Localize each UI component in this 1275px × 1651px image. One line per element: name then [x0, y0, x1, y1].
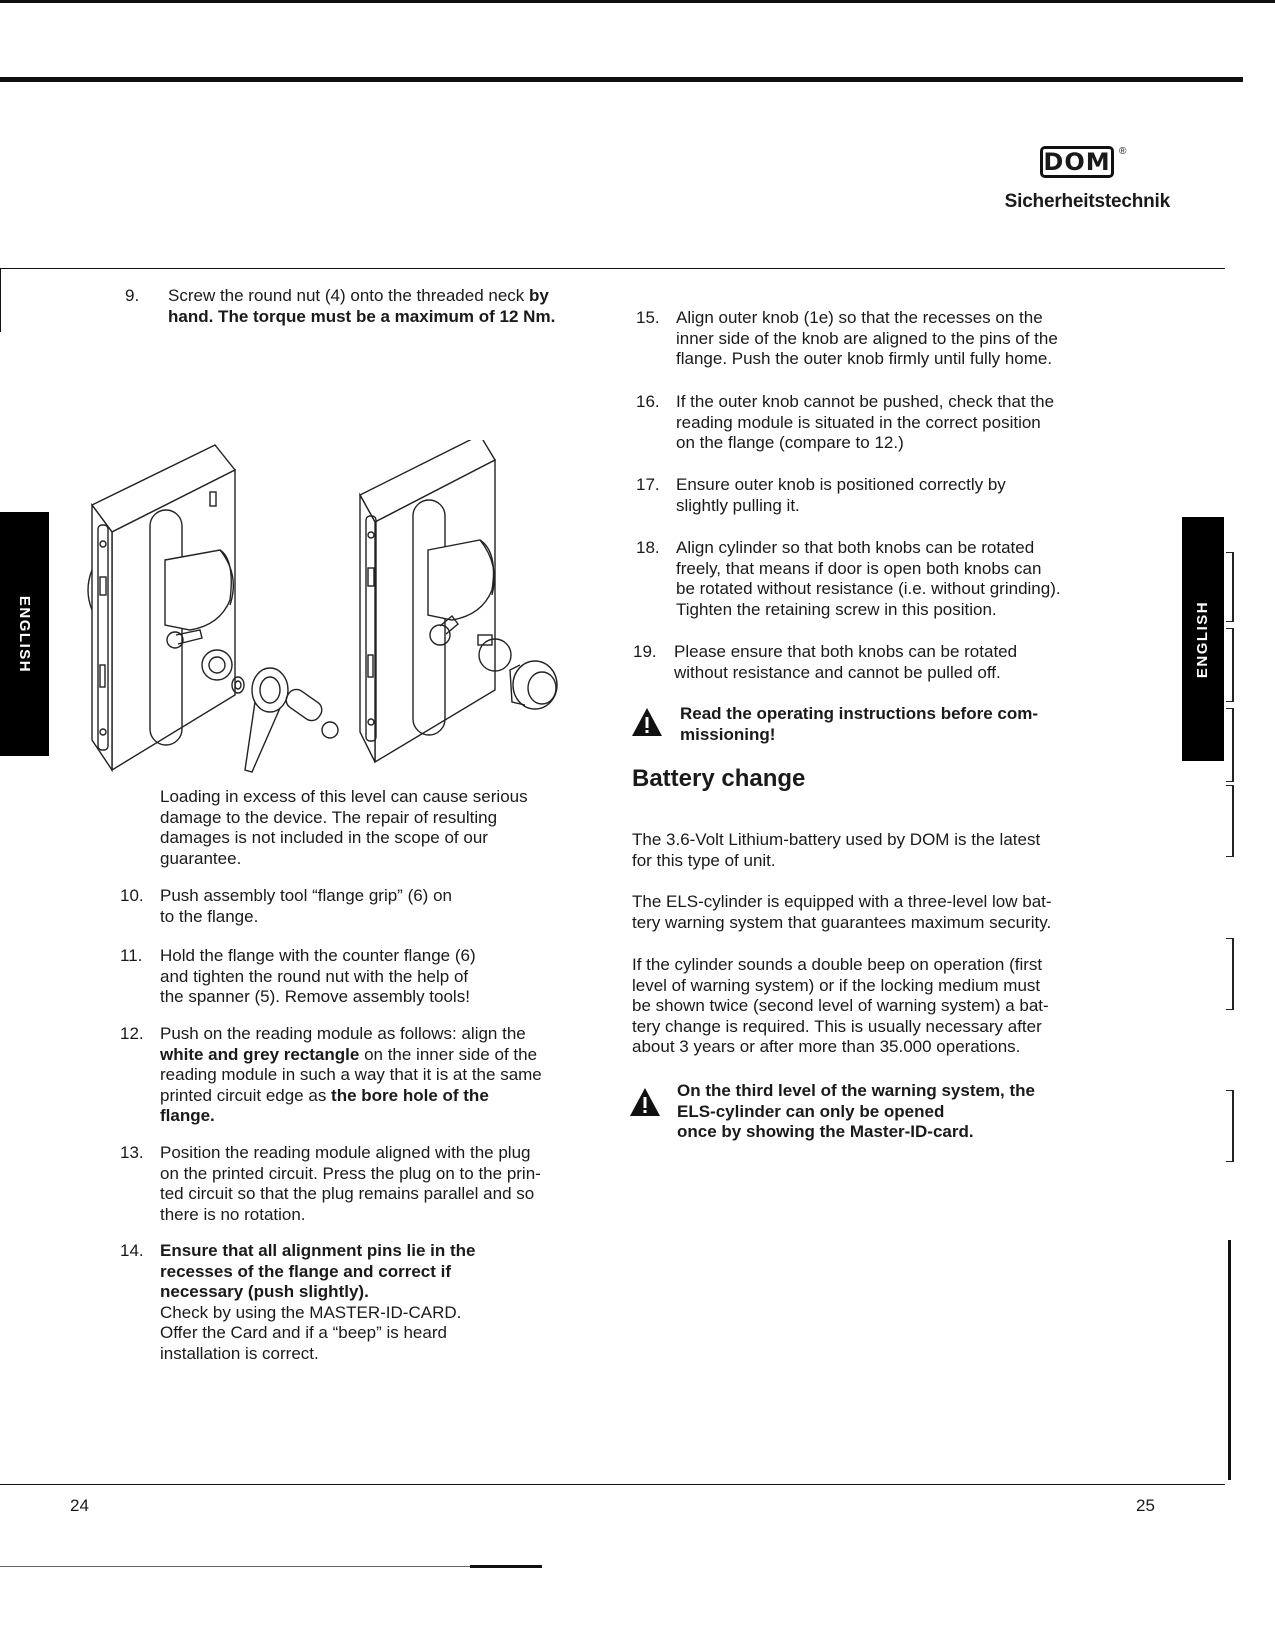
battery-paragraph-2 [632, 892, 1112, 933]
text-line: reading module in such a way that it is at the same [160, 1065, 542, 1084]
step-9-bold: by hand. The torque must be a maximum of 12 Nm. [168, 286, 556, 326]
step-number: 14. [120, 1241, 144, 1260]
warning-operating-instructions [680, 704, 1120, 745]
warning-icon [628, 1086, 662, 1118]
text-line: freely, that means if door is open both knobs can [676, 558, 1042, 578]
step-number: 17. [636, 475, 660, 494]
text-line: on the printed circuit. Press the plug on to the prin- [160, 1163, 541, 1183]
bold-text: necessary (push slightly). [160, 1282, 369, 1301]
text-line: Align outer knob (1e) so that the recesses on the [676, 308, 1043, 327]
step-number: 12. [120, 1024, 144, 1043]
text-line: Position the reading module aligned with the plug [160, 1143, 531, 1162]
text-line [160, 1086, 600, 1107]
step-text [676, 475, 1116, 516]
step-number: 19. [633, 642, 657, 661]
registered-mark: ® [1119, 146, 1127, 157]
text-line: Push on the reading module as follows: align the [160, 1024, 526, 1043]
edge-mark [1226, 785, 1234, 857]
text-line: damage to the device. The repair of resulting [160, 807, 498, 827]
bold-text: Ensure that all alignment pins lie in the [160, 1241, 476, 1260]
step-text [160, 1143, 600, 1225]
text-line: Please ensure that both knobs can be rotated [674, 642, 1018, 661]
text-line: level of warning system) or if the locking medium must [632, 975, 1041, 995]
text-line: guarantee. [160, 848, 242, 868]
text-line: If the cylinder sounds a double beep on operation (first [632, 955, 1043, 974]
bold-text: white and grey rectangle [160, 1044, 360, 1064]
text-line: tery change is required. This is usually necessary after [632, 1016, 1042, 1036]
step-number: 18. [636, 538, 660, 557]
side-tab-right-label: ENGLISH [1194, 600, 1212, 678]
text-line: ELS-cylinder can only be opened [677, 1101, 945, 1121]
dom-logo [1040, 146, 1114, 178]
text-line: be shown twice (second level of warning system) a bat- [632, 996, 1049, 1015]
door-block-left [88, 445, 338, 772]
step-text [676, 538, 1126, 620]
step-text [160, 946, 590, 1008]
text-line: for this type of unit. [632, 850, 776, 870]
text-line: once by showing the Master-ID-card. [677, 1122, 974, 1141]
text-line: Align cylinder so that both knobs can be rotated [676, 538, 1035, 557]
text-line [160, 1045, 600, 1066]
warning-icon [630, 706, 664, 738]
text-line: reading module is situated in the correct position [676, 412, 1041, 432]
battery-paragraph-3 [632, 955, 1112, 1058]
step-text [674, 642, 1114, 683]
text-line: Check by using the MASTER-ID-CARD. [160, 1302, 462, 1322]
side-tab-left [0, 512, 49, 756]
brand-name: Sicherheitstechnik [1004, 191, 1170, 212]
text-line: about 3 years or after more than 35.000 operations. [632, 1037, 1021, 1056]
top-edge-rule [0, 0, 1275, 3]
step-number: 15. [636, 308, 660, 327]
text-line: On the third level of the warning system, the [677, 1081, 1036, 1100]
bottom-scan-mark [470, 1565, 542, 1568]
step-text [676, 308, 1116, 370]
text-line: there is no rotation. [160, 1204, 306, 1224]
text-line: The ELS-cylinder is equipped with a three-level low bat- [632, 892, 1052, 911]
step-text [160, 886, 590, 927]
text-line: tery warning system that guarantees maximum security. [632, 912, 1052, 932]
step-text [168, 286, 598, 327]
text-line: on the flange (compare to 12.) [676, 433, 904, 452]
text-line: installation is correct. [160, 1343, 319, 1363]
text-line: If the outer knob cannot be pushed, check that the [676, 392, 1055, 411]
door-block-right [360, 440, 557, 762]
text-line: Hold the flange with the counter flange (6) [160, 946, 476, 965]
assembly-illustration [80, 440, 600, 800]
text-line: and tighten the round nut with the help of [160, 966, 469, 986]
text-line: flange. Push the outer knob firmly until fully home. [676, 349, 1053, 368]
page-number-right: 25 [1136, 1496, 1155, 1515]
battery-change-heading: Battery change [632, 765, 806, 792]
footer-rule [0, 1484, 1225, 1485]
step-text [160, 1024, 600, 1127]
text-line: to the flange. [160, 906, 259, 926]
text-line: damages is not included in the scope of our [160, 828, 488, 847]
step-9-text: Screw the round nut (4) onto the threaded neck [168, 286, 530, 305]
battery-paragraph-1 [632, 830, 1112, 871]
edge-mark [1226, 1090, 1234, 1162]
step-number: 11. [120, 946, 143, 965]
logo-text: DOM [1043, 148, 1111, 176]
text-line: Read the operating instructions before com- [680, 704, 1038, 723]
text-line: The 3.6-Volt Lithium-battery used by DOM is the latest [632, 830, 1041, 849]
bold-text: recesses of the flange and correct if [160, 1261, 451, 1281]
text-line: the spanner (5). Remove assembly tools! [160, 987, 470, 1006]
text-line: missioning! [680, 724, 776, 744]
bottom-scan-rule [0, 1566, 540, 1567]
text-line: without resistance and cannot be pulled off. [674, 662, 1001, 682]
step-number: 13. [120, 1143, 144, 1162]
page-number-left: 24 [70, 1496, 89, 1515]
step-number: 9. [125, 286, 140, 305]
text-line: ted circuit so that the plug remains parallel and so [160, 1184, 535, 1203]
edge-mark [1226, 708, 1234, 782]
left-margin-line [0, 268, 1, 332]
step-number: 10. [120, 886, 144, 905]
text-line: Tighten the retaining screw in this position. [676, 599, 997, 619]
warning-third-level [677, 1081, 1117, 1143]
edge-mark [1226, 938, 1234, 1010]
step-text [676, 392, 1116, 454]
text-line: Loading in excess of this level can cause serious [160, 787, 528, 806]
edge-mark [1228, 1240, 1231, 1480]
bold-text: the bore hole of the [331, 1085, 489, 1105]
side-tab-right [1182, 517, 1224, 761]
text-line: Offer the Card and if a “beep” is heard [160, 1323, 447, 1342]
edge-mark [1226, 628, 1234, 702]
header-rule [0, 77, 1243, 82]
step-number: 16. [636, 392, 660, 411]
text-line: Push assembly tool “flange grip” (6) on [160, 886, 452, 905]
text-span: printed circuit edge as [160, 1085, 332, 1105]
text-line: Ensure outer knob is positioned correctly by [676, 475, 1006, 494]
content-top-rule [0, 268, 1225, 269]
loading-paragraph [160, 787, 590, 869]
edge-mark [1226, 552, 1234, 622]
text-line: slightly pulling it. [676, 495, 800, 515]
step-text [160, 1241, 600, 1364]
text-line: inner side of the knob are aligned to the pins of the [676, 328, 1058, 348]
text-line: be rotated without resistance (i.e. without grinding). [676, 579, 1061, 598]
text-span: on the inner side of the [359, 1044, 538, 1064]
side-tab-left-label: ENGLISH [16, 595, 33, 673]
bold-text: flange. [160, 1106, 215, 1125]
